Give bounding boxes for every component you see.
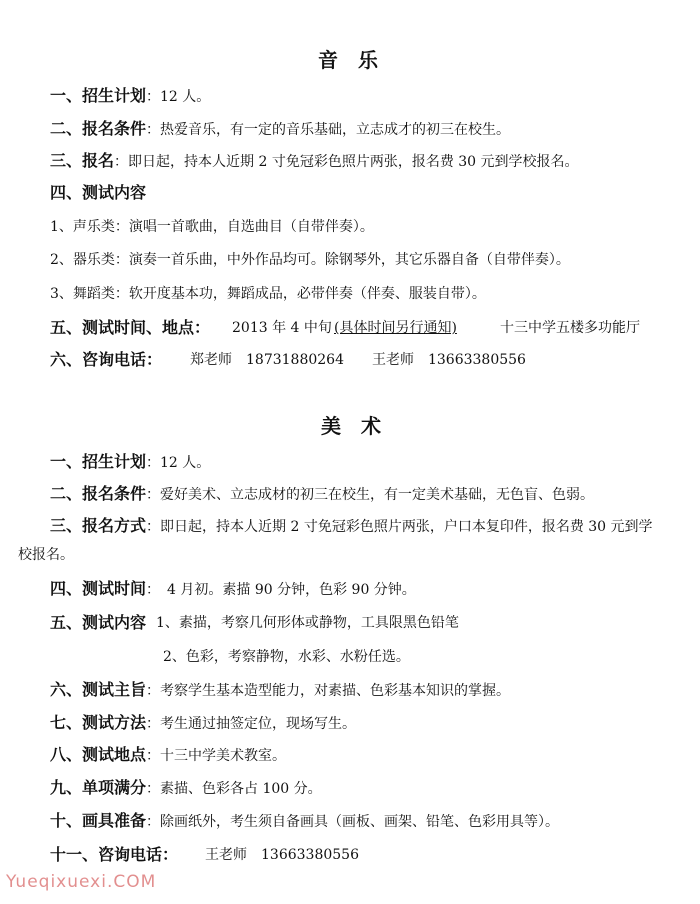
music-cond-value: ：热爱音乐，有一定的音乐基础，立志成才的初三在校生。 bbox=[146, 122, 511, 138]
art-time-label: 四、测试时间 bbox=[50, 579, 147, 598]
art-method bbox=[50, 713, 356, 734]
music-time bbox=[50, 318, 210, 339]
art-score-value: ：素描、色彩各占 100 分。 bbox=[146, 781, 322, 797]
art-content bbox=[50, 613, 146, 634]
art-plan-value: ：12 人。 bbox=[146, 455, 211, 471]
music-time-label: 五、测试时间、地点： bbox=[50, 318, 211, 337]
art-score bbox=[50, 778, 322, 799]
music-test-label: 四、测试内容 bbox=[50, 183, 147, 202]
art-method-value: ：考生通过抽签定位，现场写生。 bbox=[146, 716, 357, 732]
music-contact-value: 郑老师 18731880264 王老师 13663380556 bbox=[190, 352, 526, 368]
art-reg-value: ：即日起，持本人近期 2 寸免冠彩色照片两张，户口本复印件，报名费 30 元到学 bbox=[146, 519, 653, 535]
music-cond-label: 二、报名条件 bbox=[50, 119, 147, 138]
music-plan-label: 一、招生计划 bbox=[50, 86, 147, 105]
art-registration bbox=[50, 516, 653, 537]
art-title: 美 术 bbox=[321, 414, 381, 438]
music-contact bbox=[50, 350, 162, 371]
art-cond-label: 二、报名条件 bbox=[50, 484, 147, 503]
art-contact-value: 王老师 13663380556 bbox=[205, 847, 359, 863]
music-plan-value: ：12 人。 bbox=[146, 89, 211, 105]
music-time-note: (具体时间另行通知) bbox=[334, 320, 457, 336]
art-score-label: 九、单项满分 bbox=[50, 778, 147, 797]
music-registration bbox=[50, 151, 579, 172]
art-place-label: 八、测试地点 bbox=[50, 745, 147, 764]
art-tools-value: ：除画纸外，考生须自备画具（画板、画架、铅笔、色彩用具等）。 bbox=[146, 814, 560, 830]
music-time-value: 2013 年 4 中旬 bbox=[232, 320, 332, 336]
music-condition bbox=[50, 119, 510, 140]
art-cond-value: ：爱好美术、立志成材的初三在校生，有一定美术基础，无色盲、色弱。 bbox=[146, 487, 595, 503]
music-title: 音 乐 bbox=[318, 48, 378, 72]
art-plan-label: 一、招生计划 bbox=[50, 452, 147, 471]
music-test-content-heading bbox=[50, 183, 146, 204]
art-plan bbox=[50, 452, 210, 473]
art-tools bbox=[50, 811, 559, 832]
art-time-value: ： 4 月初。素描 90 分钟，色彩 90 分钟。 bbox=[146, 582, 416, 598]
art-content-1: 1、素描，考察几何形体或静物，工具限黑色铅笔 bbox=[156, 615, 459, 631]
art-aim-value: ：考察学生基本造型能力，对素描、色彩基本知识的掌握。 bbox=[146, 683, 511, 699]
music-contact-label: 六、咨询电话： bbox=[50, 350, 163, 369]
art-reg-label: 三、报名方式 bbox=[50, 516, 147, 535]
art-place-value: ：十三中学美术教室。 bbox=[146, 748, 287, 764]
art-method-label: 七、测试方法 bbox=[50, 713, 147, 732]
art-registration-cont: 校报名。 bbox=[18, 547, 74, 563]
art-aim-label: 六、测试主旨 bbox=[50, 680, 147, 699]
art-condition bbox=[50, 484, 594, 505]
art-content-2: 2、色彩，考察静物，水彩、水粉任选。 bbox=[163, 649, 410, 665]
art-aim bbox=[50, 680, 510, 701]
art-place bbox=[50, 745, 286, 766]
music-item-instrument: 2、器乐类：演奏一首乐曲，中外作品均可。除钢琴外，其它乐器自备（自带伴奏）。 bbox=[50, 252, 570, 268]
music-item-dance: 3、舞蹈类：软开度基本功，舞蹈成品，必带伴奏（伴奏、服装自带）。 bbox=[50, 286, 486, 302]
art-contact-label: 十一、咨询电话： bbox=[50, 845, 179, 864]
music-reg-value: ：即日起，持本人近期 2 寸免冠彩色照片两张，报名费 30 元到学校报名。 bbox=[114, 154, 579, 170]
art-time bbox=[50, 579, 416, 600]
music-plan bbox=[50, 86, 210, 107]
music-reg-label: 三、报名 bbox=[50, 151, 115, 170]
art-content-label: 五、测试内容 bbox=[50, 613, 147, 632]
site-watermark: Yueqixuexi.COM bbox=[6, 872, 157, 892]
music-item-vocal: 1、声乐类：演唱一首歌曲，自选曲目（自带伴奏）。 bbox=[50, 219, 374, 235]
art-tools-label: 十、画具准备 bbox=[50, 811, 147, 830]
art-contact bbox=[50, 845, 178, 866]
music-time-place: 十三中学五楼多功能厅 bbox=[500, 320, 640, 336]
